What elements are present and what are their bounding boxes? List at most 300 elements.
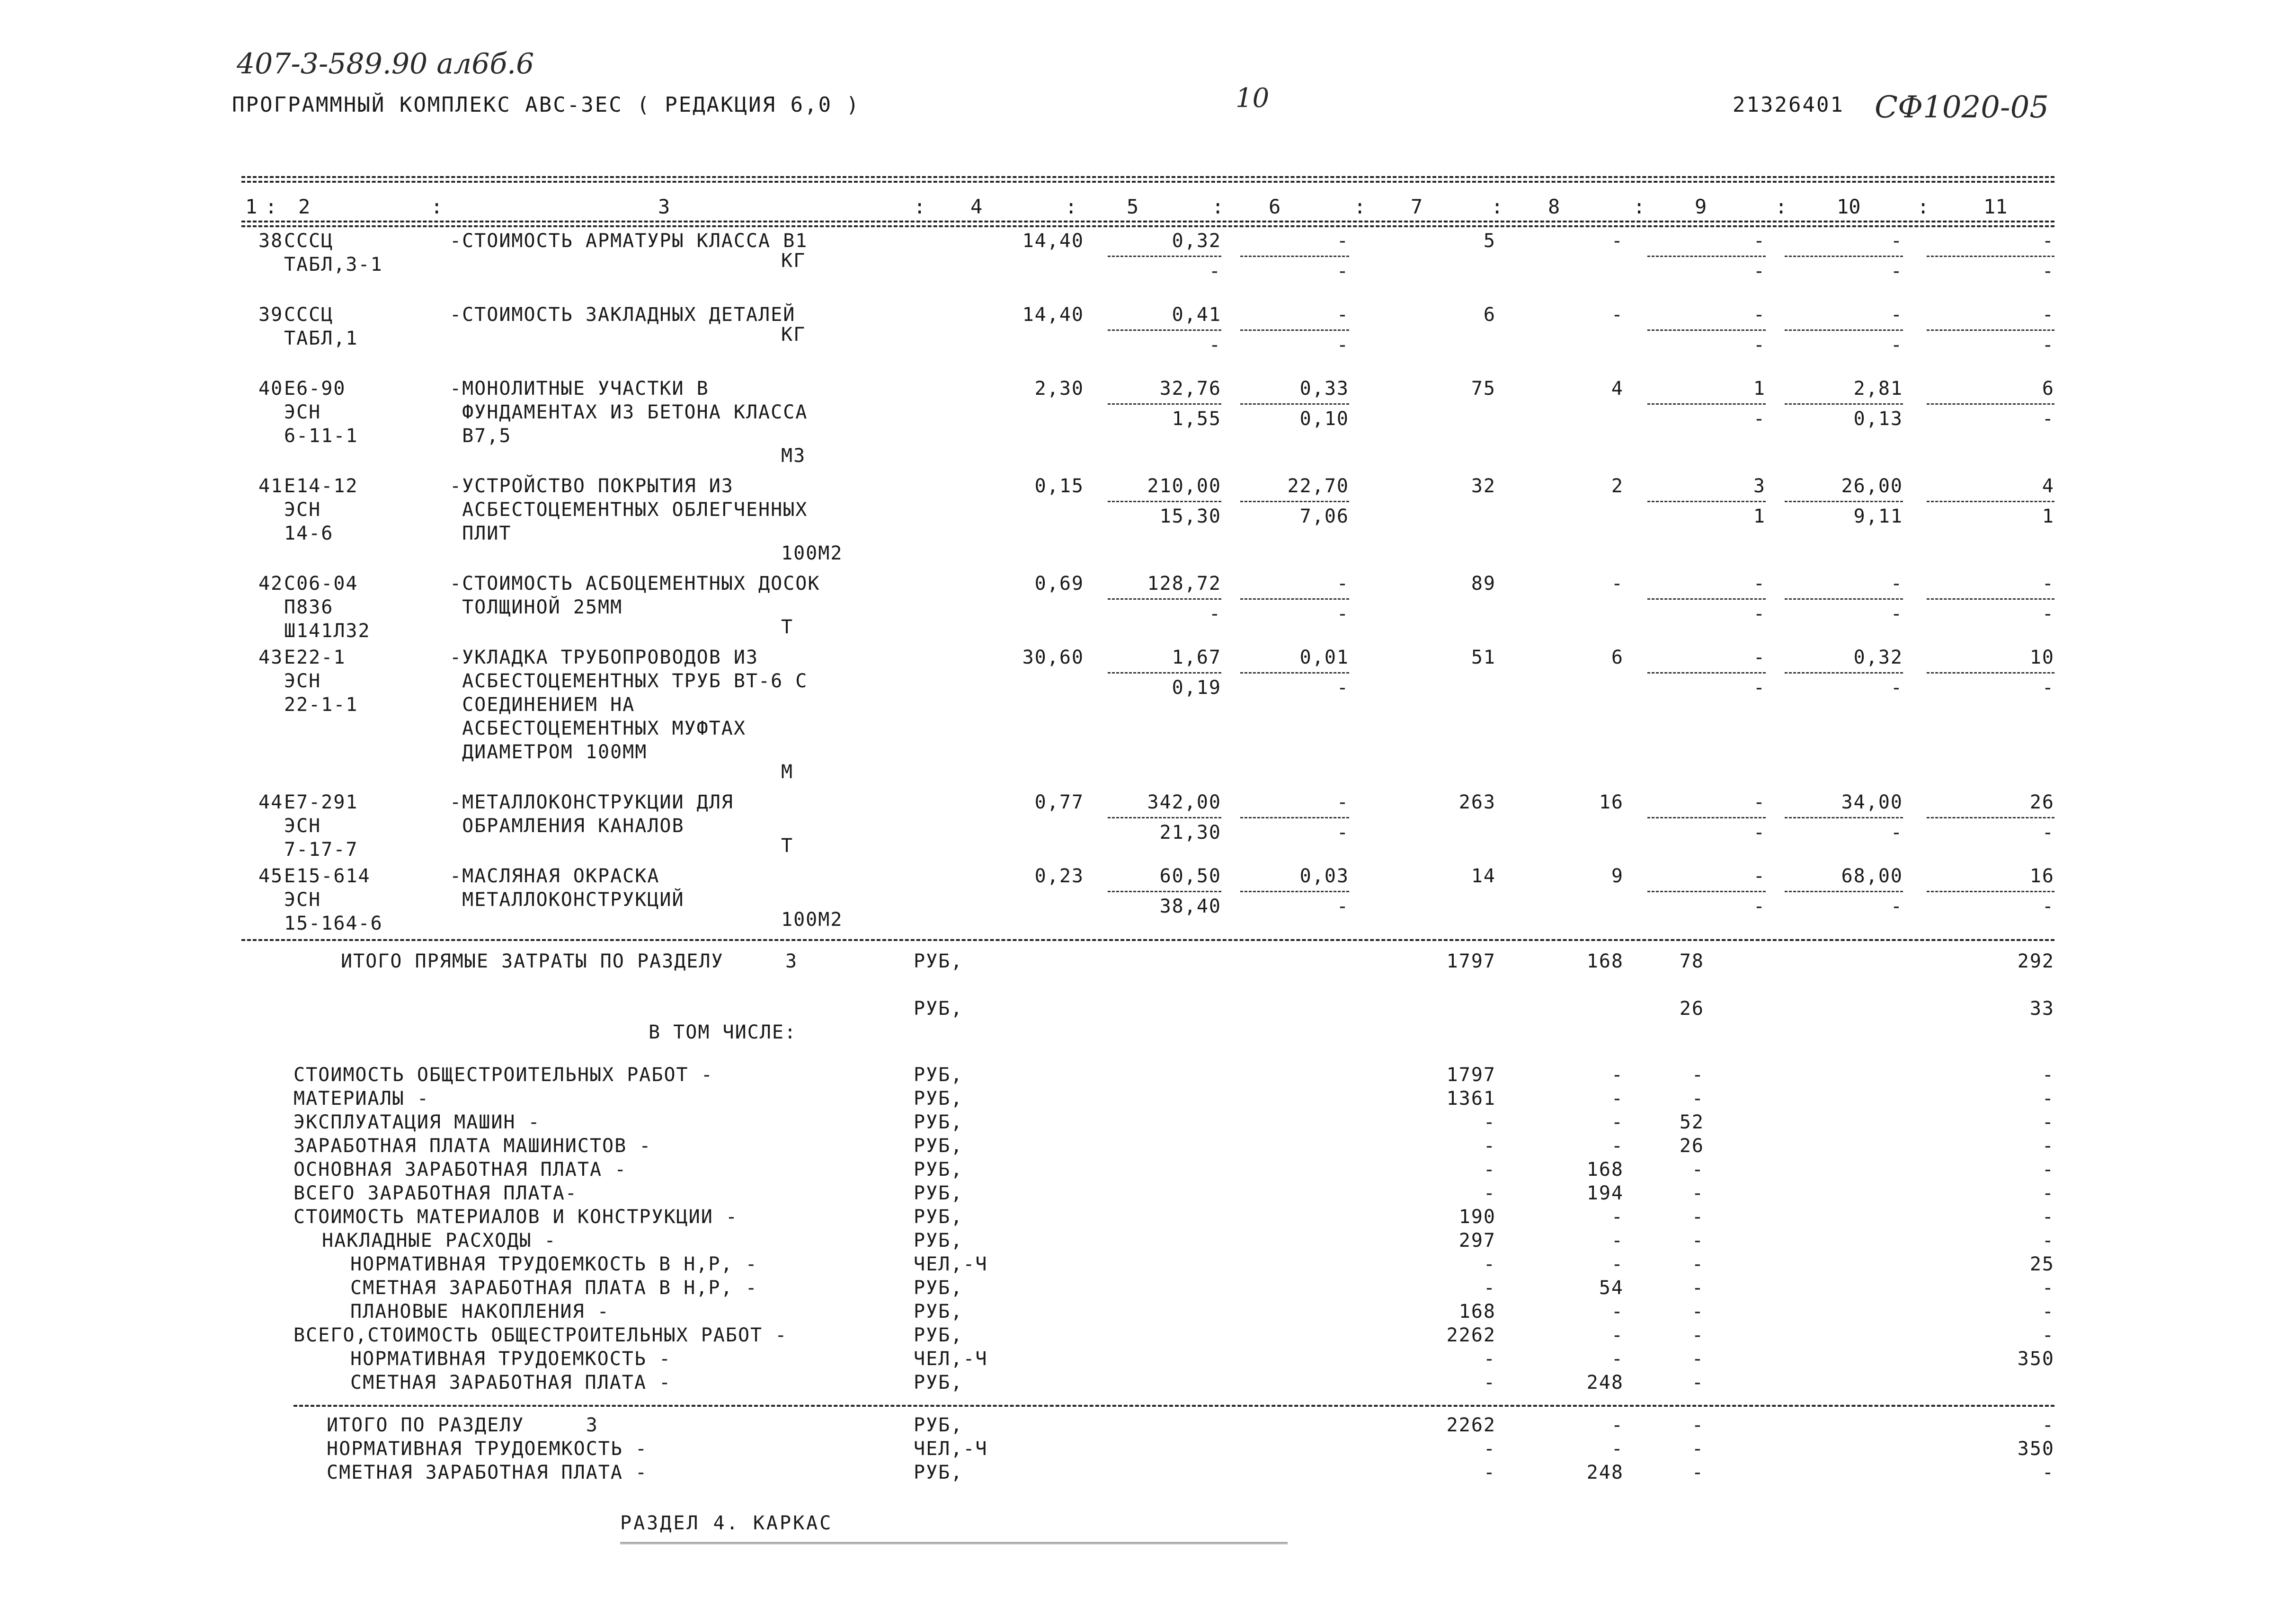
cell-c11: -	[2042, 230, 2054, 252]
cell-c10-sub: -	[1890, 260, 1903, 282]
cell-divider	[1240, 501, 1349, 502]
work-description: ОБРАМЛЕНИЯ КАНАЛОВ	[450, 815, 685, 837]
cell-divider	[1108, 672, 1221, 674]
cell-divider	[1927, 403, 2054, 405]
cell-c10: -	[1890, 230, 1903, 252]
work-description: -МОНОЛИТНЫЕ УЧАСТКИ В	[450, 378, 709, 399]
cell-c11-sub: -	[2042, 822, 2054, 843]
work-description: -СТОИМОСТЬ ЗАКЛАДНЫХ ДЕТАЛЕЙ	[450, 304, 796, 326]
top-rule	[241, 176, 2054, 183]
quantity: 2,30	[1034, 378, 1084, 399]
cell-c10-sub: 0,13	[1853, 408, 1903, 430]
totals-c8: -	[1611, 1135, 1624, 1157]
cell-c10-sub: -	[1890, 677, 1903, 699]
norm-code: Е22-1	[284, 647, 346, 668]
cell-c11-sub: -	[2042, 408, 2054, 430]
cell-c9-sub: -	[1753, 603, 1766, 625]
estimate-table	[241, 176, 2054, 1495]
totals-c9: -	[1691, 1438, 1704, 1460]
totals-c7: -	[1483, 1462, 1496, 1483]
cell-c9-sub: -	[1753, 896, 1766, 917]
totals-c9: -	[1691, 1277, 1704, 1299]
totals-c8: 248	[1586, 1462, 1624, 1483]
totals-c7: -	[1483, 1277, 1496, 1299]
wage-total: -	[1611, 573, 1624, 595]
norm-code: 22-1-1	[284, 694, 358, 716]
handwritten-page-number: 10	[1236, 83, 1270, 114]
cell-divider	[1647, 256, 1766, 257]
cell-c5: 210,00	[1147, 475, 1221, 497]
cell-c9: -	[1753, 230, 1766, 252]
cell-divider	[1647, 501, 1766, 502]
work-description: В7,5	[450, 425, 512, 447]
work-description: ДИАМЕТРОМ 100ММ	[450, 741, 648, 763]
cell-c11: 16	[2029, 865, 2054, 887]
cell-divider	[1647, 817, 1766, 818]
totals-unit: РУБ,	[914, 1462, 963, 1483]
cell-c10-sub: -	[1890, 822, 1903, 843]
column-number: 1	[245, 195, 258, 218]
column-number: 11	[1983, 195, 2008, 218]
totals-c7: -	[1483, 1253, 1496, 1275]
cell-c5-sub: 15,30	[1159, 506, 1221, 527]
totals-unit: РУБ,	[914, 1159, 963, 1180]
totals-c8: -	[1611, 1301, 1624, 1322]
quantity: 0,77	[1034, 791, 1084, 813]
unit-of-measure: 100М2	[781, 542, 843, 564]
cell-c11: 4	[2042, 475, 2054, 497]
table-row	[241, 472, 2054, 570]
cell-c6: -	[1336, 791, 1349, 813]
row-number: 38	[258, 230, 284, 252]
cell-divider	[1108, 403, 1221, 405]
quantity: 0,15	[1034, 475, 1084, 497]
totals-c9: -	[1691, 1348, 1704, 1370]
totals-c11: -	[2042, 1462, 2054, 1483]
total-cost: 5	[1483, 230, 1496, 252]
totals-c11: 292	[2017, 950, 2054, 972]
totals-c8: 168	[1586, 950, 1624, 972]
cell-c6-sub: 0,10	[1299, 408, 1349, 430]
totals-label: ОСНОВНАЯ ЗАРАБОТНАЯ ПЛАТА -	[293, 1159, 627, 1180]
cell-divider	[1240, 256, 1349, 257]
column-separator: :	[1354, 195, 1366, 218]
row-number: 40	[258, 378, 284, 399]
cell-c9: -	[1753, 647, 1766, 668]
totals-label: ВСЕГО,СТОИМОСТЬ ОБЩЕСТРОИТЕЛЬНЫХ РАБОТ -	[293, 1324, 788, 1346]
cell-c5: 0,32	[1172, 230, 1221, 252]
totals-c11: 25	[2029, 1253, 2054, 1275]
cell-c9: -	[1753, 791, 1766, 813]
cell-c9: 3	[1753, 475, 1766, 497]
cell-divider	[1785, 329, 1903, 331]
in-that-number-heading: В ТОМ ЧИСЛЕ:	[649, 1021, 797, 1043]
norm-code: ТАБЛ,3-1	[284, 254, 383, 275]
totals-c11: -	[2042, 1206, 2054, 1228]
cell-c11-sub: -	[2042, 603, 2054, 625]
total-cost: 75	[1471, 378, 1496, 399]
totals-block	[241, 941, 2054, 1495]
norm-code: П836	[284, 596, 334, 618]
norm-code: ЭСН	[284, 401, 321, 423]
cell-divider	[1240, 672, 1349, 674]
cell-c5-sub: -	[1209, 260, 1221, 282]
totals-unit: РУБ,	[914, 1301, 963, 1322]
totals-c8: 168	[1586, 1159, 1624, 1180]
cell-c6: 0,01	[1299, 647, 1349, 668]
totals-c8: -	[1611, 1348, 1624, 1370]
cell-c6-sub: -	[1336, 334, 1349, 356]
totals-unit: ЧЕЛ,-Ч	[914, 1438, 988, 1460]
table-row	[241, 375, 2054, 472]
cell-c10-sub: -	[1890, 896, 1903, 917]
totals-c9: -	[1691, 1159, 1704, 1180]
totals-c8: 248	[1586, 1372, 1624, 1393]
cell-divider	[1647, 403, 1766, 405]
cell-c5-sub: 38,40	[1159, 896, 1221, 917]
table-row	[241, 644, 2054, 789]
wage-total: 16	[1599, 791, 1624, 813]
column-numbers	[241, 183, 2054, 221]
totals-unit: ЧЕЛ,-Ч	[914, 1348, 988, 1370]
cell-c10-sub: -	[1890, 603, 1903, 625]
cell-divider	[1108, 598, 1221, 600]
cell-c6: -	[1336, 230, 1349, 252]
cell-c10: 2,81	[1853, 378, 1903, 399]
cell-c5: 32,76	[1159, 378, 1221, 399]
cell-c6: 22,70	[1287, 475, 1349, 497]
cell-divider	[1647, 891, 1766, 892]
work-description: СОЕДИНЕНИЕМ НА	[450, 694, 635, 716]
totals-label: НОРМАТИВНАЯ ТРУДОЕМКОСТЬ В Н,Р, -	[350, 1253, 758, 1275]
totals-unit: РУБ,	[914, 1372, 963, 1393]
totals-c11: 350	[2017, 1348, 2054, 1370]
totals-label: МАТЕРИАЛЫ -	[293, 1088, 429, 1109]
norm-code: Е7-291	[284, 791, 358, 813]
wage-total: -	[1611, 304, 1624, 326]
totals-label: СМЕТНАЯ ЗАРАБОТНАЯ ПЛАТА -	[327, 1462, 648, 1483]
column-number: 7	[1411, 195, 1423, 218]
cell-divider	[1240, 329, 1349, 331]
cell-c6-sub: -	[1336, 603, 1349, 625]
column-separator: :	[1775, 195, 1787, 218]
cell-c9-sub: -	[1753, 408, 1766, 430]
cell-c6-sub: 7,06	[1299, 506, 1349, 527]
unit-of-measure: КГ	[781, 324, 806, 346]
cell-c9-sub: 1	[1753, 506, 1766, 527]
totals-c7: 1797	[1446, 1064, 1496, 1086]
row-number: 44	[258, 791, 284, 813]
totals-unit: РУБ,	[914, 1135, 963, 1157]
totals-label: ИТОГО ПО РАЗДЕЛУ 3	[327, 1414, 598, 1436]
wage-total: 6	[1611, 647, 1624, 668]
cell-c10: 34,00	[1841, 791, 1903, 813]
work-description: МЕТАЛЛОКОНСТРУКЦИЙ	[450, 889, 685, 911]
column-number: 6	[1269, 195, 1281, 218]
table-row	[241, 227, 2054, 301]
unit-of-measure: КГ	[781, 250, 806, 272]
cell-c11-sub: -	[2042, 896, 2054, 917]
cell-c11-sub: -	[2042, 334, 2054, 356]
cell-divider	[1240, 817, 1349, 818]
handwritten-doc-ref: 407-3-589.90 ал6б.6	[237, 47, 534, 80]
cell-c11: 10	[2029, 647, 2054, 668]
cell-c6: 0,03	[1299, 865, 1349, 887]
totals-c8: -	[1611, 1253, 1624, 1275]
cell-c5: 60,50	[1159, 865, 1221, 887]
cell-c6: 0,33	[1299, 378, 1349, 399]
cell-c5: 128,72	[1147, 573, 1221, 595]
totals-unit: РУБ,	[914, 1206, 963, 1228]
column-number: 4	[970, 195, 983, 218]
work-description: АСБЕСТОЦЕМЕНТНЫХ ТРУБ ВТ-6 С	[450, 670, 808, 692]
total-cost: 14	[1471, 865, 1496, 887]
cell-c5: 0,41	[1172, 304, 1221, 326]
totals-label: НАКЛАДНЫЕ РАСХОДЫ -	[322, 1230, 557, 1251]
cell-c11: -	[2042, 304, 2054, 326]
norm-code: ТАБЛ,1	[284, 328, 358, 349]
totals-unit: РУБ,	[914, 1230, 963, 1251]
totals-c7: -	[1483, 1438, 1496, 1460]
unit-of-measure: 100М2	[781, 909, 843, 931]
totals-unit: РУБ,	[914, 1064, 963, 1086]
header-rule	[241, 221, 2054, 227]
cell-divider	[1785, 598, 1903, 600]
norm-code: 14-6	[284, 523, 334, 544]
totals-c8: 54	[1599, 1277, 1624, 1299]
total-cost: 32	[1471, 475, 1496, 497]
next-section-title: РАЗДЕЛ 4. КАРКАС	[620, 1512, 833, 1534]
totals-c7: -	[1483, 1135, 1496, 1157]
cell-divider	[1108, 891, 1221, 892]
cell-c9: -	[1753, 304, 1766, 326]
quantity: 14,40	[1022, 230, 1084, 252]
totals-c7: -	[1483, 1372, 1496, 1393]
cell-c10: -	[1890, 304, 1903, 326]
norm-code: ЭСН	[284, 499, 321, 521]
work-description: ФУНДАМЕНТАХ ИЗ БЕТОНА КЛАССА	[450, 401, 808, 423]
quantity: 0,23	[1034, 865, 1084, 887]
totals-label: ЗАРАБОТНАЯ ПЛАТА МАШИНИСТОВ -	[293, 1135, 652, 1157]
column-separator: :	[1491, 195, 1503, 218]
quantity: 14,40	[1022, 304, 1084, 326]
cell-c11: 26	[2029, 791, 2054, 813]
totals-label: СМЕТНАЯ ЗАРАБОТНАЯ ПЛАТА В Н,Р, -	[350, 1277, 758, 1299]
column-separator: :	[265, 195, 277, 218]
cell-c6-sub: -	[1336, 677, 1349, 699]
section-underline	[620, 1542, 1288, 1544]
work-description: АСБЕСТОЦЕМЕНТНЫХ ОБЛЕГЧЕННЫХ	[450, 499, 808, 521]
column-number: 8	[1548, 195, 1560, 218]
totals-c9: -	[1691, 1064, 1704, 1086]
norm-code: Ш141Л32	[284, 620, 371, 642]
totals-c9: 26	[1679, 1135, 1704, 1157]
total-cost: 6	[1483, 304, 1496, 326]
table-body	[241, 227, 2054, 936]
cell-c5: 1,67	[1172, 647, 1221, 668]
cell-c5-sub: 1,55	[1172, 408, 1221, 430]
cell-c10: 26,00	[1841, 475, 1903, 497]
totals-c11: -	[2042, 1414, 2054, 1436]
cell-c9-sub: -	[1753, 260, 1766, 282]
table-row	[241, 789, 2054, 862]
totals-c11: -	[2042, 1230, 2054, 1251]
cell-c9: -	[1753, 573, 1766, 595]
norm-code: ЭСН	[284, 889, 321, 911]
cell-divider	[1240, 403, 1349, 405]
totals-c9: 78	[1679, 950, 1704, 972]
cell-c10-sub: -	[1890, 334, 1903, 356]
norm-code: СССЦ	[284, 230, 334, 252]
total-cost: 51	[1471, 647, 1496, 668]
totals-unit: ЧЕЛ,-Ч	[914, 1253, 988, 1275]
totals-label: НОРМАТИВНАЯ ТРУДОЕМКОСТЬ -	[327, 1438, 648, 1460]
cell-c10: -	[1890, 573, 1903, 595]
row-number: 39	[258, 304, 284, 326]
wage-total: 4	[1611, 378, 1624, 399]
wage-total: 2	[1611, 475, 1624, 497]
totals-c8: -	[1611, 1064, 1624, 1086]
totals-c9: -	[1691, 1372, 1704, 1393]
cell-c5-sub: -	[1209, 334, 1221, 356]
cell-divider	[1785, 891, 1903, 892]
row-number: 41	[258, 475, 284, 497]
totals-c9: -	[1691, 1088, 1704, 1109]
total-cost: 263	[1458, 791, 1496, 813]
cell-c11-sub: -	[2042, 677, 2054, 699]
column-separator: :	[1212, 195, 1224, 218]
totals-c7: -	[1483, 1111, 1496, 1133]
cell-c6-sub: -	[1336, 896, 1349, 917]
quantity: 0,69	[1034, 573, 1084, 595]
cell-divider	[1927, 891, 2054, 892]
cell-c5-sub: 21,30	[1159, 822, 1221, 843]
work-description: -МАСЛЯНАЯ ОКРАСКА	[450, 865, 660, 887]
totals-c8: 194	[1586, 1182, 1624, 1204]
cell-c9: -	[1753, 865, 1766, 887]
table-row	[241, 301, 2054, 375]
totals-c8: -	[1611, 1111, 1624, 1133]
totals-c8: -	[1611, 1230, 1624, 1251]
cell-divider	[1108, 501, 1221, 502]
totals-c7: 190	[1458, 1206, 1496, 1228]
totals-c9: -	[1691, 1182, 1704, 1204]
totals-label: НОРМАТИВНАЯ ТРУДОЕМКОСТЬ -	[350, 1348, 672, 1370]
cell-c9-sub: -	[1753, 334, 1766, 356]
column-number: 2	[298, 195, 311, 218]
cell-divider	[1927, 598, 2054, 600]
norm-code: 7-17-7	[284, 839, 358, 861]
cell-divider	[1785, 817, 1903, 818]
work-description: ПЛИТ	[450, 523, 512, 544]
table-row	[241, 862, 2054, 936]
totals-label: СТОИМОСТЬ МАТЕРИАЛОВ И КОНСТРУКЦИИ -	[293, 1206, 738, 1228]
cell-c11-sub: 1	[2042, 506, 2054, 527]
totals-c8: -	[1611, 1324, 1624, 1346]
totals-c8: -	[1611, 1088, 1624, 1109]
final-rule	[293, 1405, 2054, 1407]
totals-unit: РУБ,	[914, 1414, 963, 1436]
cell-c6-sub: -	[1336, 822, 1349, 843]
totals-c7: 168	[1458, 1301, 1496, 1322]
norm-code: ЭСН	[284, 815, 321, 837]
totals-c11: -	[2042, 1064, 2054, 1086]
cell-divider	[1927, 256, 2054, 257]
cell-c10: 68,00	[1841, 865, 1903, 887]
document-code: 21326401	[1733, 93, 1844, 117]
totals-c9: -	[1691, 1230, 1704, 1251]
totals-unit: РУБ,	[914, 1111, 963, 1133]
cell-c10: 0,32	[1853, 647, 1903, 668]
totals-label: ВСЕГО ЗАРАБОТНАЯ ПЛАТА-	[293, 1182, 578, 1204]
cell-c11: 6	[2042, 378, 2054, 399]
column-separator: :	[1065, 195, 1077, 218]
cell-divider	[1785, 256, 1903, 257]
totals-c11: 33	[2029, 998, 2054, 1020]
totals-label: ЭКСПЛУАТАЦИЯ МАШИН -	[293, 1111, 541, 1133]
totals-c9: -	[1691, 1462, 1704, 1483]
totals-c11: -	[2042, 1301, 2054, 1322]
norm-code: С06-04	[284, 573, 358, 595]
wage-total: 9	[1611, 865, 1624, 887]
row-number: 42	[258, 573, 284, 595]
column-number: 5	[1127, 195, 1139, 218]
row-number: 43	[258, 647, 284, 668]
norm-code: ЭСН	[284, 670, 321, 692]
unit-of-measure: Т	[781, 616, 794, 638]
totals-c7: 2262	[1446, 1414, 1496, 1436]
totals-c9: -	[1691, 1301, 1704, 1322]
totals-c7: -	[1483, 1159, 1496, 1180]
column-number: 3	[658, 195, 670, 218]
totals-c11: -	[2042, 1111, 2054, 1133]
unit-of-measure: Т	[781, 835, 794, 857]
totals-c8: -	[1611, 1414, 1624, 1436]
totals-unit: РУБ,	[914, 998, 963, 1020]
totals-c9: -	[1691, 1253, 1704, 1275]
handwritten-stamp: СФ1020-05	[1875, 90, 2049, 125]
cell-c6: -	[1336, 573, 1349, 595]
norm-code: Е15-614	[284, 865, 371, 887]
cell-c6-sub: -	[1336, 260, 1349, 282]
totals-unit: РУБ,	[914, 950, 963, 972]
norm-code: Е14-12	[284, 475, 358, 497]
totals-c7: 2262	[1446, 1324, 1496, 1346]
totals-c9: 26	[1679, 998, 1704, 1020]
column-separator: :	[1917, 195, 1929, 218]
totals-c11: -	[2042, 1324, 2054, 1346]
totals-c9: 52	[1679, 1111, 1704, 1133]
cell-divider	[1927, 672, 2054, 674]
totals-unit: РУБ,	[914, 1182, 963, 1204]
totals-c11: -	[2042, 1159, 2054, 1180]
cell-c5-sub: 0,19	[1172, 677, 1221, 699]
totals-c11: -	[2042, 1182, 2054, 1204]
column-number: 9	[1695, 195, 1707, 218]
cell-divider	[1927, 501, 2054, 502]
table-row	[241, 570, 2054, 644]
cell-c5-sub: -	[1209, 603, 1221, 625]
totals-unit: РУБ,	[914, 1324, 963, 1346]
cell-c6: -	[1336, 304, 1349, 326]
totals-label: ИТОГО ПРЯМЫЕ ЗАТРАТЫ ПО РАЗДЕЛУ 3	[341, 950, 798, 972]
cell-divider	[1108, 329, 1221, 331]
work-description: -СТОИМОСТЬ АСБОЦЕМЕНТНЫХ ДОСОК	[450, 573, 820, 595]
column-separator: :	[431, 195, 443, 218]
norm-code: Е6-90	[284, 378, 346, 399]
cell-c9: 1	[1753, 378, 1766, 399]
totals-c11: -	[2042, 1135, 2054, 1157]
